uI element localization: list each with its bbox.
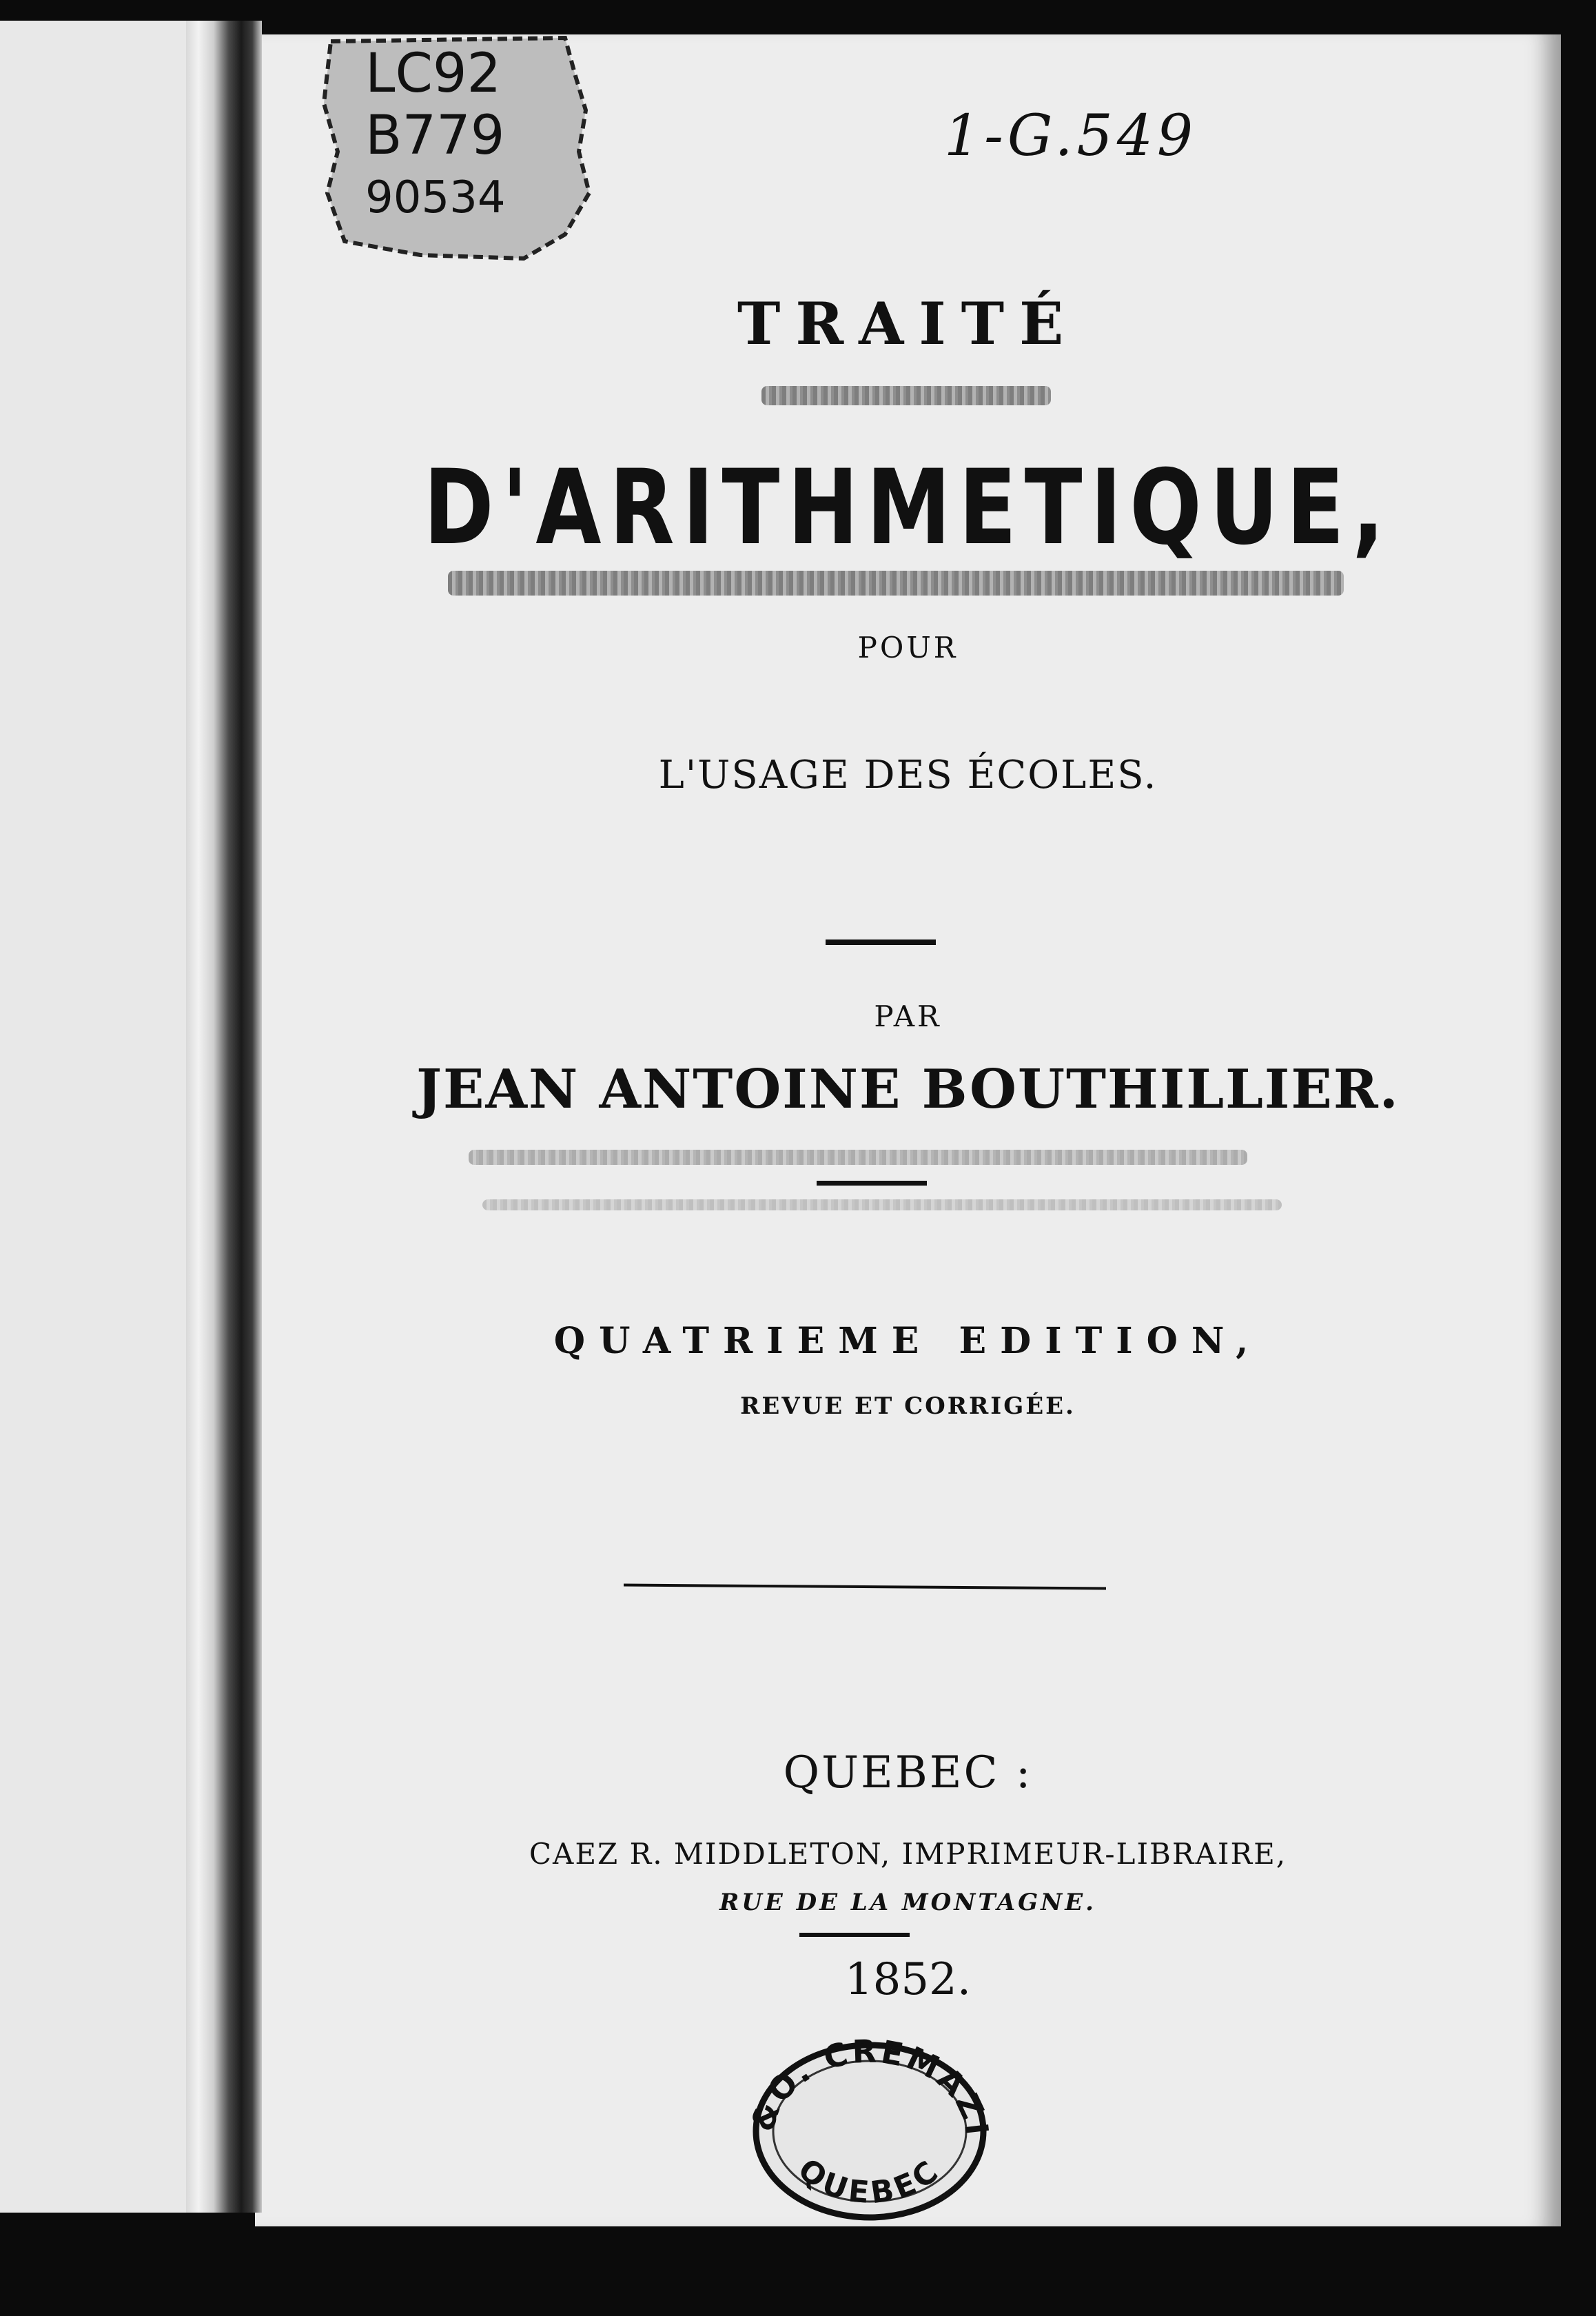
title-line-1: TRAITÉ xyxy=(737,290,1079,358)
subtitle: L'USAGE DES ÉCOLES. xyxy=(658,753,1158,798)
imprint-city: QUEBEC : xyxy=(783,1747,1033,1798)
label-line-2: B779 xyxy=(365,105,505,167)
divider-rule-4 xyxy=(799,1933,910,1937)
smudge-4 xyxy=(482,1199,1282,1210)
imprint-street: RUE DE LA MONTAGNE. xyxy=(719,1889,1097,1916)
edition-note: REVUE ET CORRIGÉE. xyxy=(740,1392,1076,1420)
title-pour: POUR xyxy=(857,631,959,664)
imprint-year: 1852. xyxy=(844,1954,972,2005)
owner-stamp xyxy=(746,2035,994,2228)
stamp-text-bottom: QUEBEC xyxy=(791,2151,948,2211)
imprint-printer: CAEZ R. MIDDLETON, IMPRIMEUR-LIBRAIRE, xyxy=(529,1837,1287,1871)
divider-rule-1 xyxy=(826,939,936,945)
edition-line: QUATRIEME EDITION, xyxy=(553,1320,1262,1362)
book-gutter xyxy=(186,21,262,2213)
library-label xyxy=(317,34,593,262)
stamp-seal xyxy=(746,2035,994,2228)
stamp-text-top: &O. CREMAZI xyxy=(746,2035,994,2140)
divider-rule-2 xyxy=(817,1181,927,1186)
scan-border xyxy=(0,2226,1596,2316)
label-line-3: 90534 xyxy=(365,172,506,223)
smudge-3 xyxy=(469,1150,1247,1165)
smudge-2 xyxy=(448,571,1344,596)
author-name: JEAN ANTOINE BOUTHILLIER. xyxy=(416,1058,1400,1121)
label-line-1: LC92 xyxy=(365,43,502,105)
handwritten-call-number: 1-G.549 xyxy=(944,103,1198,169)
main-title: D'ARITHMETIQUE, xyxy=(423,448,1393,568)
by-label: PAR xyxy=(874,999,942,1033)
smudge-1 xyxy=(761,386,1051,405)
